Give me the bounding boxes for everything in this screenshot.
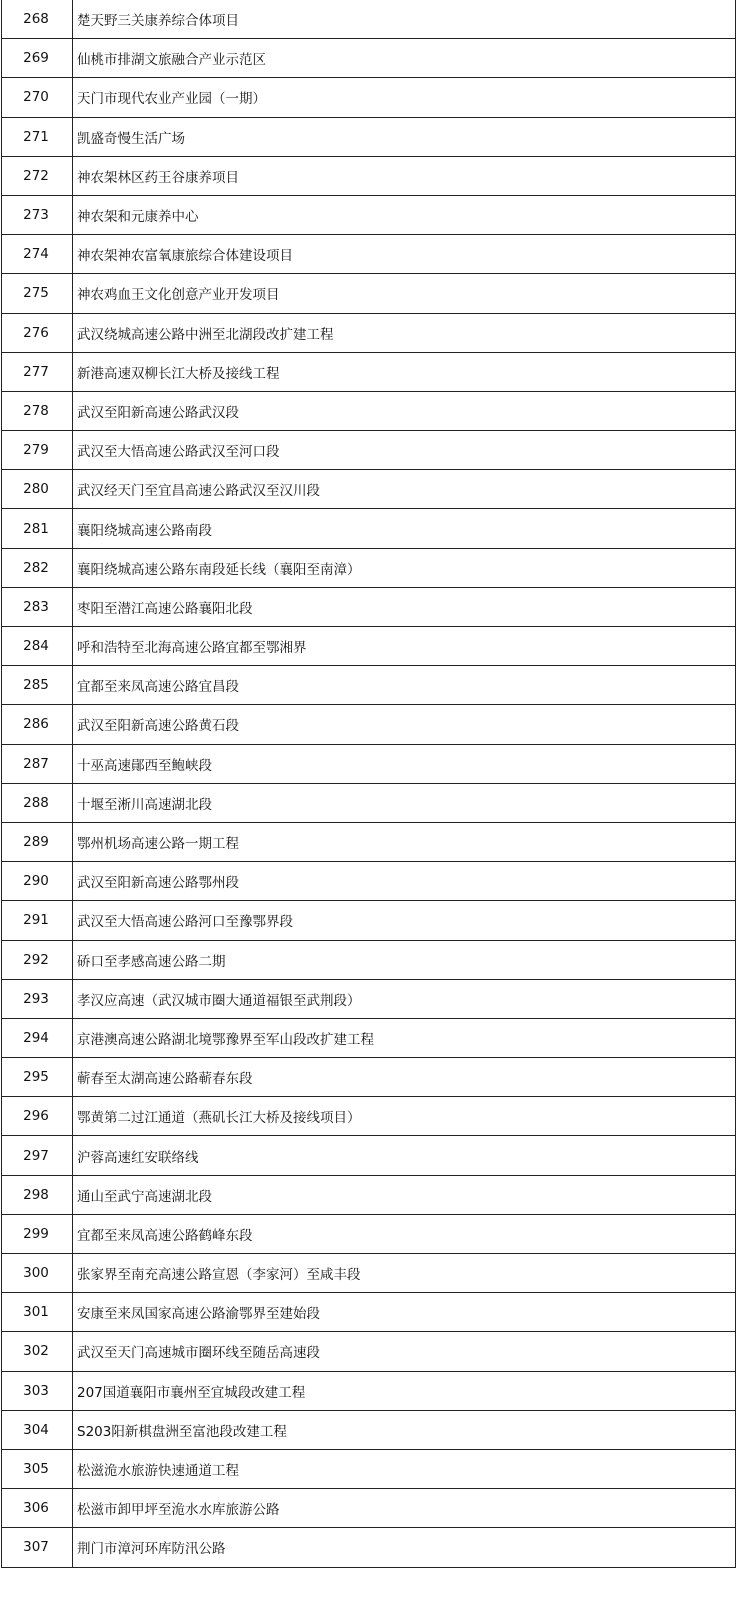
project-name-cell: 武汉至阳新高速公路武汉段 <box>73 391 736 430</box>
table-row <box>2 1449 736 1488</box>
table-row <box>2 1214 736 1253</box>
row-number-cell: 278 <box>2 391 73 430</box>
row-number-cell: 284 <box>2 627 73 666</box>
table-row <box>2 1136 736 1175</box>
table-row <box>2 940 736 979</box>
table-row <box>2 1332 736 1371</box>
project-name-cell: 襄阳绕城高速公路南段 <box>73 509 736 548</box>
row-number-cell: 277 <box>2 352 73 391</box>
table-row <box>2 1528 736 1567</box>
project-name-cell: 武汉至阳新高速公路鄂州段 <box>73 862 736 901</box>
row-number-cell: 268 <box>2 0 73 39</box>
table-row <box>2 979 736 1018</box>
project-name-cell: 安康至来凤国家高速公路渝鄂界至建始段 <box>73 1293 736 1332</box>
project-name-cell: 武汉绕城高速公路中洲至北湖段改扩建工程 <box>73 313 736 352</box>
table-row <box>2 274 736 313</box>
table-row <box>2 1254 736 1293</box>
row-number-cell: 299 <box>2 1214 73 1253</box>
table-row <box>2 235 736 274</box>
row-number-cell: 285 <box>2 666 73 705</box>
row-number-cell: 300 <box>2 1254 73 1293</box>
row-number-cell: 281 <box>2 509 73 548</box>
row-number-cell: 280 <box>2 470 73 509</box>
table-row <box>2 509 736 548</box>
table-row <box>2 391 736 430</box>
table-row <box>2 862 736 901</box>
table-row <box>2 1058 736 1097</box>
table-row <box>2 117 736 156</box>
table-row <box>2 1371 736 1410</box>
table-row <box>2 587 736 626</box>
row-number-cell: 287 <box>2 744 73 783</box>
table-row <box>2 431 736 470</box>
project-list-table <box>1 0 736 1568</box>
project-name-cell: 京港澳高速公路湖北境鄂豫界至军山段改扩建工程 <box>73 1018 736 1057</box>
table-row <box>2 744 736 783</box>
project-name-cell: 宜都至来凤高速公路鹤峰东段 <box>73 1214 736 1253</box>
row-number-cell: 296 <box>2 1097 73 1136</box>
project-name-cell: 宜都至来凤高速公路宜昌段 <box>73 666 736 705</box>
project-name-cell: 楚天野三关康养综合体项目 <box>73 0 736 39</box>
table-row <box>2 666 736 705</box>
project-name-cell: 蕲春至太湖高速公路蕲春东段 <box>73 1058 736 1097</box>
project-name-cell: 神农架神农富氧康旅综合体建设项目 <box>73 235 736 274</box>
table-row <box>2 156 736 195</box>
project-name-cell: 天门市现代农业产业园（一期） <box>73 78 736 117</box>
row-number-cell: 305 <box>2 1449 73 1488</box>
row-number-cell: 270 <box>2 78 73 117</box>
table-row <box>2 822 736 861</box>
row-number-cell: 298 <box>2 1175 73 1214</box>
project-name-cell: 孝汉应高速（武汉城市圈大通道福银至武荆段） <box>73 979 736 1018</box>
row-number-cell: 295 <box>2 1058 73 1097</box>
row-number-cell: 292 <box>2 940 73 979</box>
project-name-cell: 鄂黄第二过江通道（燕矶长江大桥及接线项目） <box>73 1097 736 1136</box>
project-name-cell: 神农鸡血王文化创意产业开发项目 <box>73 274 736 313</box>
row-number-cell: 269 <box>2 39 73 78</box>
table-row <box>2 548 736 587</box>
row-number-cell: 286 <box>2 705 73 744</box>
project-name-cell: 鄂州机场高速公路一期工程 <box>73 822 736 861</box>
row-number-cell: 291 <box>2 901 73 940</box>
table-row <box>2 1175 736 1214</box>
row-number-cell: 279 <box>2 431 73 470</box>
row-number-cell: 294 <box>2 1018 73 1057</box>
project-name-cell: 十堰至淅川高速湖北段 <box>73 783 736 822</box>
row-number-cell: 275 <box>2 274 73 313</box>
row-number-cell: 307 <box>2 1528 73 1567</box>
project-name-cell: 松滋洈水旅游快速通道工程 <box>73 1449 736 1488</box>
table-row <box>2 1293 736 1332</box>
row-number-cell: 297 <box>2 1136 73 1175</box>
table-row <box>2 0 736 39</box>
row-number-cell: 273 <box>2 195 73 234</box>
project-name-cell: 松滋市卸甲坪至洈水水库旅游公路 <box>73 1489 736 1528</box>
project-name-cell: S203阳新棋盘洲至富池段改建工程 <box>73 1410 736 1449</box>
table-row <box>2 78 736 117</box>
row-number-cell: 293 <box>2 979 73 1018</box>
row-number-cell: 303 <box>2 1371 73 1410</box>
project-name-cell: 武汉至大悟高速公路武汉至河口段 <box>73 431 736 470</box>
project-name-cell: 神农架林区药王谷康养项目 <box>73 156 736 195</box>
row-number-cell: 290 <box>2 862 73 901</box>
table-row <box>2 313 736 352</box>
project-name-cell: 神农架和元康养中心 <box>73 195 736 234</box>
project-name-cell: 武汉至天门高速城市圈环线至随岳高速段 <box>73 1332 736 1371</box>
project-name-cell: 207国道襄阳市襄州至宜城段改建工程 <box>73 1371 736 1410</box>
row-number-cell: 301 <box>2 1293 73 1332</box>
row-number-cell: 302 <box>2 1332 73 1371</box>
row-number-cell: 288 <box>2 783 73 822</box>
table-row <box>2 1018 736 1057</box>
project-name-cell: 襄阳绕城高速公路东南段延长线（襄阳至南漳） <box>73 548 736 587</box>
row-number-cell: 271 <box>2 117 73 156</box>
project-name-cell: 凯盛奇慢生活广场 <box>73 117 736 156</box>
project-name-cell: 硚口至孝感高速公路二期 <box>73 940 736 979</box>
table-body <box>2 0 736 1567</box>
table-row <box>2 1410 736 1449</box>
table-row <box>2 195 736 234</box>
project-name-cell: 仙桃市排湖文旅融合产业示范区 <box>73 39 736 78</box>
project-name-cell: 武汉经天门至宜昌高速公路武汉至汉川段 <box>73 470 736 509</box>
table-row <box>2 627 736 666</box>
table-row <box>2 705 736 744</box>
project-name-cell: 新港高速双柳长江大桥及接线工程 <box>73 352 736 391</box>
row-number-cell: 289 <box>2 822 73 861</box>
row-number-cell: 283 <box>2 587 73 626</box>
project-name-cell: 武汉至阳新高速公路黄石段 <box>73 705 736 744</box>
row-number-cell: 272 <box>2 156 73 195</box>
row-number-cell: 276 <box>2 313 73 352</box>
project-name-cell: 十巫高速鄖西至鲍峡段 <box>73 744 736 783</box>
table-row <box>2 1489 736 1528</box>
table-row <box>2 1097 736 1136</box>
project-name-cell: 枣阳至潜江高速公路襄阳北段 <box>73 587 736 626</box>
project-name-cell: 沪蓉高速红安联络线 <box>73 1136 736 1175</box>
table-row <box>2 470 736 509</box>
row-number-cell: 282 <box>2 548 73 587</box>
project-name-cell: 呼和浩特至北海高速公路宜都至鄂湘界 <box>73 627 736 666</box>
project-name-cell: 荆门市漳河环库防汛公路 <box>73 1528 736 1567</box>
row-number-cell: 306 <box>2 1489 73 1528</box>
project-name-cell: 通山至武宁高速湖北段 <box>73 1175 736 1214</box>
project-name-cell: 武汉至大悟高速公路河口至豫鄂界段 <box>73 901 736 940</box>
row-number-cell: 304 <box>2 1410 73 1449</box>
table-row <box>2 783 736 822</box>
table-row <box>2 352 736 391</box>
table-row <box>2 39 736 78</box>
table-row <box>2 901 736 940</box>
project-name-cell: 张家界至南充高速公路宣恩（李家河）至咸丰段 <box>73 1254 736 1293</box>
row-number-cell: 274 <box>2 235 73 274</box>
